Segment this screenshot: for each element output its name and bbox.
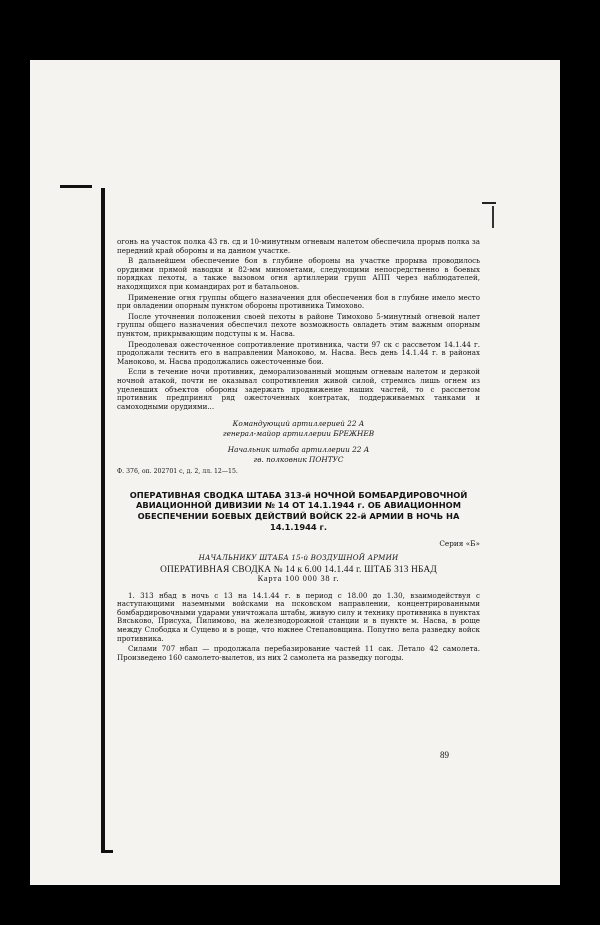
archive-source-ref: Ф. 376, оп. 202701 с, д. 2, лл. 12—15. <box>117 468 238 476</box>
signature-position: Командующий артиллерией 22 А <box>232 419 365 429</box>
signature-name: генерал-майор артиллерии БРЕЖНЕВ <box>222 429 375 439</box>
map-reference: Карта 100 000 38 г. <box>257 574 340 584</box>
page-number: 89 <box>440 750 449 760</box>
margin-bracket-top <box>60 185 92 188</box>
report-heading: ОПЕРАТИВНАЯ СВОДКА № 14 к 6.00 14.1.44 г. ШТАБ 313 НБАД <box>160 565 437 576</box>
signature-position: Начальник штаба артиллерии 22 А <box>227 445 370 455</box>
margin-bracket-bottom <box>101 850 113 853</box>
corner-mark <box>482 202 496 204</box>
signature-block-commander <box>117 419 480 439</box>
paragraph: После уточнения положения своей пехоты в районе Тимохово 5-минутный огневой налет группы общего назначения обеспечил пехоте возможность овладеть этим важным опорным пунктом, прикрывающим подступы к м. Насва. <box>117 311 480 338</box>
addressee: НАЧАЛЬНИКУ ШТАБА 15-й ВОЗДУШНОЙ АРМИИ <box>198 552 399 562</box>
document-body <box>117 238 480 664</box>
document-title: ОПЕРАТИВНАЯ СВОДКА ШТАБА 313-й НОЧНОЙ БОМБАРДИРОВОЧНОЙ АВИАЦИОННОЙ ДИВИЗИИ № 14 ОТ 14.1.1944 г. ОБ АВИАЦИОННОМ ОБЕСПЕЧЕНИИ БОЕВЫХ ДЕЙСТВИЙ ВОЙСК 22-й АРМИИ В НОЧЬ НА 14.1.1944 г. <box>129 489 468 532</box>
paragraph: Применение огня группы общего назначения для обеспечения боя в глубине имело место при овладении опорным пунктом обороны противника Тимохово. <box>117 292 480 311</box>
margin-bracket-line <box>101 188 105 853</box>
series-label: Серия «Б» <box>439 539 480 549</box>
paragraph: Преодолевая ожесточенное сопротивление противника, части 97 ск с рассветом 14.1.44 г. продолжали теснить его в направлении Маноково, м. Насва. Весь день 14.1.44 г. в районах Маноково, м. Насва продолжались ожесточенные бои. <box>117 339 480 366</box>
signature-block-chief-of-staff <box>117 445 480 465</box>
paragraph: Если в течение ночи противник, деморализованный мощным огневым налетом и дерзкой ночной атакой, почти не оказывал сопротивления живой силой, стремясь лишь огнем из уцелевших объектов обороны задержать продвижение наших частей, то с рассветом противник предпринял ряд ожесточенных контратак, поддерживаемых танками и самоходными орудиями... <box>117 367 480 411</box>
paragraph: Силами 707 нбап — продолжала перебазирование частей 11 сак. Летало 42 самолета. Произведено 160 самолето-вылетов, из них 2 самолета на разведку погоды. <box>117 644 480 662</box>
signature-name: гв. полковник ПОНТУС <box>253 455 344 465</box>
paragraph: огонь на участок полка 43 гв. сд и 10-минутным огневым налетом обеспечила прорыв полка за передний край обороны и на данном участке. <box>117 237 480 255</box>
paragraph: В дальнейшем обеспечение боя в глубине обороны на участке прорыва проводилось орудиями прямой наводки и 82-мм минометами, следующими непосредственно в боевых порядках пехоты, а также вызовом огня артиллерии групп АПП через наблюдателей, находящихся при командирах рот и батальонов. <box>117 256 480 291</box>
paragraph: 1. 313 нбад в ночь с 13 на 14.1.44 г. в период с 18.00 до 1.30, взаимодействуя с наступающими наземными войсками на псковском направлении, концентрированными бомбардировочными ударами уничтожала штабы, живую силу и технику противника в пунктах Вяськово, Присуха, Пилимово, на железнодорожной станции и в пункте м. Насва, в роще между Слободка и Сущево и в роще, что южнее Степановщина. Попутно вела разведку войск противника. <box>117 590 480 643</box>
corner-mark-tick <box>492 206 494 228</box>
